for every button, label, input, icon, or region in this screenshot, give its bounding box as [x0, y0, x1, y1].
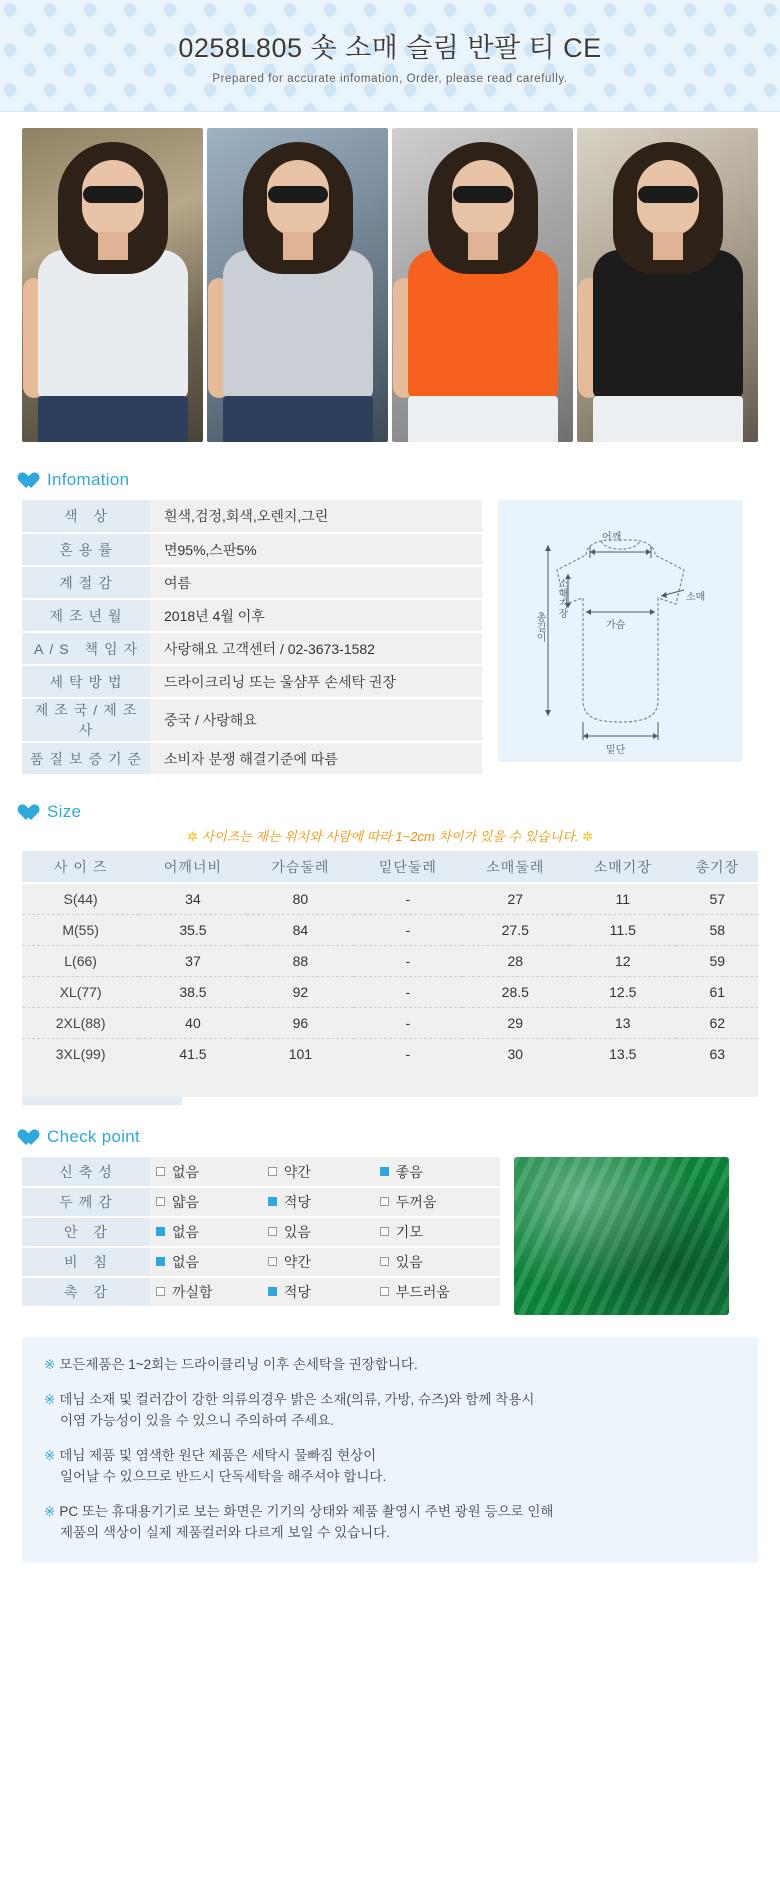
checkpoint-options	[150, 1217, 500, 1247]
size-cell: 3XL(99)	[22, 1038, 139, 1069]
checkbox-label: 까실함	[172, 1284, 213, 1300]
checkbox-icon-checked[interactable]	[268, 1287, 277, 1296]
size-cell: 34	[139, 883, 246, 914]
checkpoint-table	[22, 1157, 500, 1308]
table-row	[22, 500, 482, 533]
asterisk-icon: ※	[44, 1447, 56, 1463]
table-row	[22, 1187, 500, 1217]
size-col-header: 어깨너비	[139, 851, 246, 883]
checkbox-icon[interactable]	[380, 1197, 389, 1206]
flower-icon: ✲	[187, 829, 198, 844]
checkbox-icon-checked[interactable]	[380, 1167, 389, 1176]
table-row	[22, 883, 758, 914]
size-cell: 29	[462, 1007, 569, 1038]
model-photo-2	[207, 128, 388, 442]
info-value: 면95%,스판5%	[150, 533, 482, 566]
size-cell: 37	[139, 945, 246, 976]
checkbox-option[interactable]	[156, 1222, 264, 1242]
size-cell: M(55)	[22, 914, 139, 945]
checkpoint-key: 비 침	[22, 1247, 150, 1277]
size-cell: 30	[462, 1038, 569, 1069]
info-key: 계절감	[22, 566, 150, 599]
diagram-label-chest: 가슴	[606, 620, 626, 631]
size-cell: 57	[676, 883, 758, 914]
size-col-header: 사이즈	[22, 851, 139, 883]
size-cell: 35.5	[139, 914, 246, 945]
notice-item	[44, 1390, 736, 1432]
checkbox-option[interactable]	[268, 1252, 376, 1272]
notice-line: 데님 제품 및 염색한 원단 제품은 세탁시 물빠짐 현상이	[59, 1447, 377, 1463]
checkbox-icon-checked[interactable]	[156, 1227, 165, 1236]
checkbox-option[interactable]	[156, 1282, 264, 1302]
size-cell: -	[354, 976, 461, 1007]
size-cell: 84	[247, 914, 354, 945]
size-cell: 28.5	[462, 976, 569, 1007]
information-table	[22, 500, 482, 776]
table-row	[22, 1007, 758, 1038]
asterisk-icon: ※	[44, 1357, 56, 1372]
checkbox-icon[interactable]	[380, 1287, 389, 1296]
checkbox-label: 없음	[172, 1254, 200, 1270]
info-key: 제조국/제조사	[22, 698, 150, 742]
size-col-header: 소매둘레	[462, 851, 569, 883]
size-cell: 13	[569, 1007, 676, 1038]
table-row	[22, 1217, 500, 1247]
size-cell: 12	[569, 945, 676, 976]
checkbox-option[interactable]	[380, 1222, 488, 1242]
table-row	[22, 632, 482, 665]
checkpoint-options	[150, 1277, 500, 1307]
size-cell: 2XL(88)	[22, 1007, 139, 1038]
info-key: 제조년월	[22, 599, 150, 632]
size-cell: L(66)	[22, 945, 139, 976]
size-col-header: 밑단둘레	[354, 851, 461, 883]
checkbox-icon-checked[interactable]	[268, 1197, 277, 1206]
size-cell: S(44)	[22, 883, 139, 914]
info-key: 색 상	[22, 500, 150, 533]
checkbox-icon[interactable]	[156, 1287, 165, 1296]
size-cell: -	[354, 1038, 461, 1069]
checkbox-option[interactable]	[380, 1252, 488, 1272]
info-key: 혼용률	[22, 533, 150, 566]
asterisk-icon: ※	[44, 1391, 56, 1407]
size-cell: -	[354, 914, 461, 945]
table-row	[22, 1277, 500, 1307]
checkbox-option[interactable]	[268, 1192, 376, 1212]
info-value: 중국 / 사랑해요	[150, 698, 482, 742]
checkpoint-key: 두께감	[22, 1187, 150, 1217]
checkbox-option[interactable]	[156, 1162, 264, 1182]
flower-icon: ✲	[582, 829, 593, 844]
diagram-label-sleeve-length: 소매기장	[556, 578, 567, 618]
size-col-header: 총기장	[676, 851, 758, 883]
checkbox-label: 좋음	[395, 1163, 423, 1180]
checkbox-option[interactable]	[380, 1192, 488, 1212]
info-value: 흰색,검정,회색,오렌지,그린	[150, 500, 482, 533]
size-cell: 63	[676, 1038, 758, 1069]
size-cell: 12.5	[569, 976, 676, 1007]
size-cell: 38.5	[139, 976, 246, 1007]
checkpoint-key: 촉 감	[22, 1277, 150, 1307]
table-row	[22, 976, 758, 1007]
checkpoint-section	[0, 1157, 780, 1315]
size-cell: 62	[676, 1007, 758, 1038]
size-table-footer-accent	[22, 1097, 182, 1105]
notice-item	[44, 1355, 736, 1376]
checkpoint-key: 신축성	[22, 1157, 150, 1187]
checkbox-icon[interactable]	[380, 1257, 389, 1266]
heart-icon	[22, 804, 40, 821]
table-row	[22, 533, 482, 566]
checkbox-icon[interactable]	[156, 1197, 165, 1206]
checkbox-label: 부드러움	[395, 1284, 450, 1300]
size-cell: 28	[462, 945, 569, 976]
size-cell: 41.5	[139, 1038, 246, 1069]
notice-box	[22, 1337, 758, 1563]
info-value: 2018년 4월 이후	[150, 599, 482, 632]
size-note	[0, 826, 780, 845]
checkbox-label: 적당	[283, 1194, 311, 1210]
size-cell: 27.5	[462, 914, 569, 945]
table-row	[22, 566, 482, 599]
size-table	[22, 851, 758, 1069]
table-row	[22, 1247, 500, 1277]
table-row	[22, 665, 482, 698]
checkbox-icon[interactable]	[268, 1257, 277, 1266]
measurement-diagram	[498, 500, 743, 762]
info-value: 사랑해요 고객센터 / 02-3673-1582	[150, 632, 482, 665]
size-cell: 59	[676, 945, 758, 976]
diagram-label-sleeve: 소매	[686, 592, 706, 603]
size-cell: XL(77)	[22, 976, 139, 1007]
checkpoint-options	[150, 1187, 500, 1217]
fabric-closeup-photo	[514, 1157, 729, 1315]
notice-line: 데님 소재 및 컬러감이 강한 의류의경우 밝은 소재(의류, 가방, 슈즈)와 함께 착용시	[59, 1391, 535, 1407]
checkbox-icon[interactable]	[380, 1227, 389, 1236]
table-row	[22, 1157, 500, 1187]
model-photo-strip	[0, 112, 780, 452]
diagram-label-shoulder: 어깨	[602, 532, 622, 543]
heart-icon	[22, 472, 40, 489]
table-row	[22, 599, 482, 632]
table-row	[22, 698, 482, 742]
info-value: 여름	[150, 566, 482, 599]
checkpoint-options	[150, 1157, 500, 1187]
size-cell: 96	[247, 1007, 354, 1038]
size-cell: 101	[247, 1038, 354, 1069]
model-photo-4	[577, 128, 758, 442]
size-cell: 88	[247, 945, 354, 976]
checkbox-option[interactable]	[156, 1192, 264, 1212]
size-title: Size	[47, 802, 82, 821]
checkbox-label: 약간	[283, 1254, 311, 1270]
notice-line: 이염 가능성이 있을 수 있으니 주의하여 주세요.	[60, 1412, 335, 1428]
diagram-label-hem: 밑단	[606, 745, 626, 756]
table-row	[22, 945, 758, 976]
size-cell: 40	[139, 1007, 246, 1038]
checkbox-label: 기모	[395, 1224, 423, 1240]
diagram-label-total-length: 총길이	[534, 612, 545, 642]
heart-icon	[22, 1129, 40, 1146]
checkbox-option[interactable]	[268, 1222, 376, 1242]
size-cell: 27	[462, 883, 569, 914]
size-cell: 80	[247, 883, 354, 914]
size-cell: -	[354, 945, 461, 976]
size-cell: 13.5	[569, 1038, 676, 1069]
checkbox-label: 얇음	[172, 1194, 200, 1210]
checkbox-option[interactable]	[268, 1282, 376, 1302]
size-section-header	[0, 802, 780, 822]
checkpoint-options	[150, 1247, 500, 1277]
checkpoint-section-header	[0, 1127, 780, 1147]
checkbox-label: 없음	[172, 1163, 200, 1180]
page-title: 0258L805 숏 소매 슬림 반팔 티 CE	[178, 33, 602, 63]
size-cell: -	[354, 883, 461, 914]
info-value: 소비자 분쟁 해결기준에 따름	[150, 742, 482, 775]
size-col-header: 가슴둘레	[247, 851, 354, 883]
table-row	[22, 1038, 758, 1069]
checkbox-label: 있음	[283, 1224, 311, 1240]
table-header-row	[22, 851, 758, 883]
size-cell: 58	[676, 914, 758, 945]
notice-line: 모든제품은 1~2회는 드라이클리닝 이후 손세탁을 권장합니다.	[59, 1357, 418, 1372]
size-note-text: 사이즈는 재는 위치와 사람에 따라 1~2cm 차이가 있을 수 있습니다.	[201, 829, 579, 844]
checkbox-label: 약간	[283, 1163, 311, 1180]
information-section-header	[0, 470, 780, 490]
page-header	[0, 0, 780, 112]
size-table-footer	[22, 1069, 758, 1097]
size-cell: 11.5	[569, 914, 676, 945]
notice-line: 일어날 수 있으므로 반드시 단독세탁을 해주셔야 합니다.	[60, 1468, 387, 1484]
checkbox-label: 적당	[283, 1284, 311, 1300]
checkbox-option[interactable]	[156, 1252, 264, 1272]
asterisk-icon: ※	[44, 1503, 56, 1519]
checkbox-option[interactable]	[268, 1162, 376, 1182]
information-title: Infomation	[47, 470, 130, 489]
checkbox-label: 있음	[395, 1254, 423, 1270]
checkbox-label: 없음	[172, 1224, 200, 1240]
info-value: 드라이크리닝 또는 울샴푸 손세탁 권장	[150, 665, 482, 698]
size-cell: 11	[569, 883, 676, 914]
page-subtitle: Prepared for accurate infomation, Order, please read carefully.	[212, 73, 568, 85]
size-cell: 92	[247, 976, 354, 1007]
notice-line: 제품의 색상이 실제 제품컬러와 다르게 보일 수 있습니다.	[60, 1524, 390, 1540]
model-photo-3	[392, 128, 573, 442]
table-row	[22, 742, 482, 775]
checkbox-icon[interactable]	[268, 1227, 277, 1236]
table-row	[22, 914, 758, 945]
size-col-header: 소매기장	[569, 851, 676, 883]
information-section	[0, 500, 780, 776]
checkbox-option[interactable]	[380, 1282, 488, 1302]
checkbox-label: 두꺼움	[395, 1194, 437, 1210]
checkbox-icon-checked[interactable]	[156, 1257, 165, 1266]
size-cell: -	[354, 1007, 461, 1038]
size-cell: 61	[676, 976, 758, 1007]
notice-item	[44, 1502, 736, 1544]
checkpoint-key: 안 감	[22, 1217, 150, 1247]
notice-item	[44, 1446, 736, 1488]
checkbox-icon[interactable]	[156, 1167, 165, 1176]
info-key: 품질보증기준	[22, 742, 150, 775]
model-photo-1	[22, 128, 203, 442]
info-key: A/S 책임자	[22, 632, 150, 665]
checkpoint-title: Check point	[47, 1127, 141, 1146]
notice-line: PC 또는 휴대용기기로 보는 화면은 기기의 상태와 제품 촬영시 주변 광원 등으로 인해	[59, 1503, 554, 1519]
info-key: 세탁방법	[22, 665, 150, 698]
checkbox-option[interactable]	[380, 1162, 488, 1182]
checkbox-icon[interactable]	[268, 1167, 277, 1176]
